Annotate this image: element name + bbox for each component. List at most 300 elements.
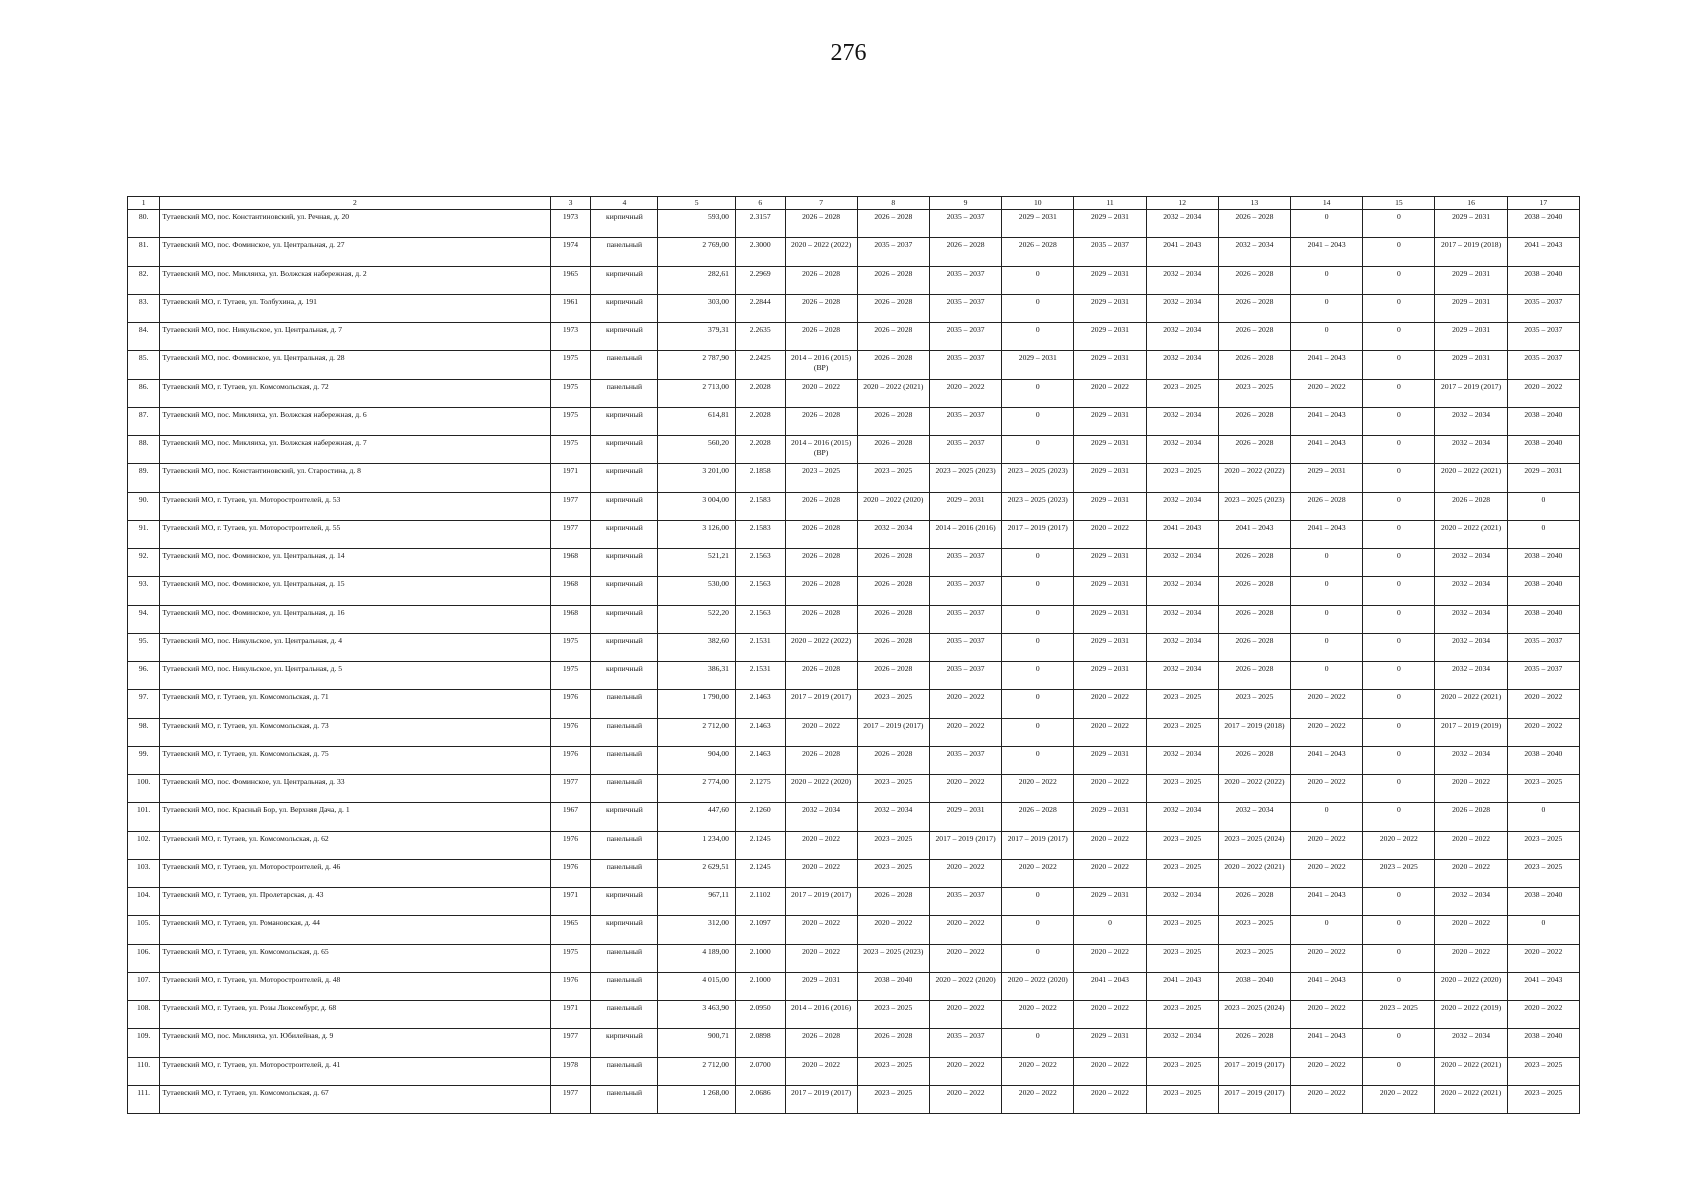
table-cell: 2032 – 2034 xyxy=(1146,803,1218,831)
table-row xyxy=(128,775,1580,803)
table-cell: 2038 – 2040 xyxy=(1218,972,1290,1000)
table-cell: 2029 – 2031 xyxy=(1074,294,1146,322)
table-cell: 2023 – 2025 xyxy=(1146,1001,1218,1029)
table-cell: 2032 – 2034 xyxy=(1146,746,1218,774)
table-cell: 2023 – 2025 xyxy=(1507,1057,1579,1085)
table-cell: 2026 – 2028 xyxy=(785,605,857,633)
table-cell: Тутаевский МО, пос. Константиновский, ул. Старостина, д. 8 xyxy=(160,464,550,492)
table-cell: 2026 – 2028 xyxy=(1218,294,1290,322)
table-cell: 91. xyxy=(128,520,160,548)
table-cell: панельный xyxy=(591,690,658,718)
table-cell: 2014 – 2016 (2016) xyxy=(785,1001,857,1029)
table-cell: 2032 – 2034 xyxy=(1146,294,1218,322)
table-cell: 2.1531 xyxy=(735,633,785,661)
table-cell: Тутаевский МО, пос. Константиновский, ул. Речная, д. 20 xyxy=(160,210,550,238)
table-cell: Тутаевский МО, г. Тутаев, ул. Розы Люксембург, д. 68 xyxy=(160,1001,550,1029)
table-cell: 2 713,00 xyxy=(658,379,736,407)
table-cell: 2020 – 2022 (2022) xyxy=(785,633,857,661)
table-cell: 93. xyxy=(128,577,160,605)
table-cell: 2020 – 2022 xyxy=(1002,775,1074,803)
table-cell: 2020 – 2022 xyxy=(785,916,857,944)
table-cell: 2020 – 2022 xyxy=(1002,1057,1074,1085)
table-cell: 2020 – 2022 (2020) xyxy=(785,775,857,803)
table-cell: 99. xyxy=(128,746,160,774)
table-cell: 1968 xyxy=(550,577,591,605)
table-cell: 2035 – 2037 xyxy=(929,323,1001,351)
table-cell: 2014 – 2016 (2015) (ВР) xyxy=(785,351,857,379)
table-cell: 2032 – 2034 xyxy=(1435,633,1507,661)
table-cell: 0 xyxy=(1363,972,1435,1000)
table-cell: 2020 – 2022 xyxy=(1074,859,1146,887)
table-cell: 2017 – 2019 (2017) xyxy=(785,690,857,718)
table-cell: 1965 xyxy=(550,266,591,294)
table-cell: 2020 – 2022 xyxy=(1074,775,1146,803)
table-cell: 2026 – 2028 xyxy=(785,407,857,435)
table-cell: 101. xyxy=(128,803,160,831)
table-cell: 2.1463 xyxy=(735,690,785,718)
table-cell: 2026 – 2028 xyxy=(1218,633,1290,661)
table-cell: 2026 – 2028 xyxy=(857,266,929,294)
table-cell: Тутаевский МО, г. Тутаев, ул. Романовская, д. 44 xyxy=(160,916,550,944)
table-cell: 0 xyxy=(1507,520,1579,548)
table-cell: 2029 – 2031 xyxy=(1074,662,1146,690)
table-cell: 2023 – 2025 xyxy=(857,1001,929,1029)
table-cell: 2017 – 2019 (2018) xyxy=(1435,238,1507,266)
table-cell: 95. xyxy=(128,633,160,661)
table-cell: 104. xyxy=(128,888,160,916)
table-cell: 0 xyxy=(1002,1029,1074,1057)
table-cell: 2023 – 2025 xyxy=(1218,916,1290,944)
table-cell: 0 xyxy=(1363,888,1435,916)
table-cell: кирпичный xyxy=(591,464,658,492)
table-cell: 0 xyxy=(1363,492,1435,520)
table-cell: 1976 xyxy=(550,718,591,746)
table-cell: 2020 – 2022 xyxy=(1074,831,1146,859)
table-cell: Тутаевский МО, г. Тутаев, ул. Моторостроителей, д. 48 xyxy=(160,972,550,1000)
table-cell: 2041 – 2043 xyxy=(1146,520,1218,548)
table-cell: 2020 – 2022 xyxy=(929,944,1001,972)
table-cell: 2020 – 2022 xyxy=(785,831,857,859)
table-cell: 2014 – 2016 (2016) xyxy=(929,520,1001,548)
table-cell: 2023 – 2025 xyxy=(1146,690,1218,718)
table-cell: кирпичный xyxy=(591,888,658,916)
table-cell: 105. xyxy=(128,916,160,944)
table-cell: 2035 – 2037 xyxy=(1507,351,1579,379)
table-cell: 80. xyxy=(128,210,160,238)
table-cell: Тутаевский МО, пос. Фоминское, ул. Центральная, д. 14 xyxy=(160,549,550,577)
table-cell: 2023 – 2025 xyxy=(1146,1057,1218,1085)
table-cell: 2032 – 2034 xyxy=(1146,492,1218,520)
table-cell: 83. xyxy=(128,294,160,322)
table-cell: 2035 – 2037 xyxy=(929,407,1001,435)
table-cell: 2026 – 2028 xyxy=(1218,407,1290,435)
table-cell: 2023 – 2025 xyxy=(1146,775,1218,803)
table-cell: 2041 – 2043 xyxy=(1146,238,1218,266)
table-cell: 81. xyxy=(128,238,160,266)
table-cell: 2023 – 2025 xyxy=(1146,464,1218,492)
table-cell: 87. xyxy=(128,407,160,435)
table-cell: 2.1000 xyxy=(735,944,785,972)
table-cell: 2020 – 2022 xyxy=(929,690,1001,718)
table-cell: 2026 – 2028 xyxy=(1435,492,1507,520)
table-cell: 2020 – 2022 xyxy=(929,1057,1001,1085)
table-row xyxy=(128,972,1580,1000)
table-cell: Тутаевский МО, пос. Никульское, ул. Центральная, д. 7 xyxy=(160,323,550,351)
table-cell: панельный xyxy=(591,718,658,746)
table-cell: 1 234,00 xyxy=(658,831,736,859)
table-cell: 1971 xyxy=(550,464,591,492)
table-cell: 2020 – 2022 xyxy=(785,859,857,887)
table-cell: 0 xyxy=(1507,916,1579,944)
table-cell: кирпичный xyxy=(591,407,658,435)
table-cell: 100. xyxy=(128,775,160,803)
table-cell: 2035 – 2037 xyxy=(929,888,1001,916)
table-cell: 2026 – 2028 xyxy=(1218,210,1290,238)
table-cell: кирпичный xyxy=(591,520,658,548)
table-cell: 2020 – 2022 xyxy=(785,944,857,972)
table-cell: 88. xyxy=(128,436,160,464)
table-cell: 2023 – 2025 xyxy=(857,1057,929,1085)
table-cell: панельный xyxy=(591,972,658,1000)
table-cell: 0 xyxy=(1291,633,1363,661)
table-cell: 0 xyxy=(1002,746,1074,774)
table-cell: 2029 – 2031 xyxy=(1435,323,1507,351)
table-cell: 2035 – 2037 xyxy=(929,633,1001,661)
table-cell: панельный xyxy=(591,1085,658,1113)
table-cell: 2026 – 2028 xyxy=(785,577,857,605)
table-cell: 2.1563 xyxy=(735,549,785,577)
table-cell: Тутаевский МО, г. Тутаев, ул. Моторостроителей, д. 55 xyxy=(160,520,550,548)
column-header: 17 xyxy=(1507,197,1579,210)
table-cell: 379,31 xyxy=(658,323,736,351)
table-cell: 2.1097 xyxy=(735,916,785,944)
table-cell: 2041 – 2043 xyxy=(1146,972,1218,1000)
table-cell: 0 xyxy=(1002,690,1074,718)
table-cell: 2041 – 2043 xyxy=(1291,238,1363,266)
table-cell: 2.2844 xyxy=(735,294,785,322)
table-cell: 2038 – 2040 xyxy=(1507,888,1579,916)
table-cell: 2026 – 2028 xyxy=(857,662,929,690)
table-cell: 2029 – 2031 xyxy=(1002,210,1074,238)
table-cell: панельный xyxy=(591,351,658,379)
table-cell: 2023 – 2025 xyxy=(1146,831,1218,859)
table-cell: 2020 – 2022 xyxy=(1507,690,1579,718)
column-header: 9 xyxy=(929,197,1001,210)
table-row xyxy=(128,577,1580,605)
table-cell: 2041 – 2043 xyxy=(1507,238,1579,266)
table-cell: 2026 – 2028 xyxy=(1218,1029,1290,1057)
table-cell: 2026 – 2028 xyxy=(1218,549,1290,577)
table-cell: 2 787,90 xyxy=(658,351,736,379)
table-cell: 110. xyxy=(128,1057,160,1085)
table-cell: Тутаевский МО, пос. Микляиха, ул. Волжская набережная, д. 6 xyxy=(160,407,550,435)
table-cell: 2029 – 2031 xyxy=(1074,351,1146,379)
table-cell: 0 xyxy=(1291,294,1363,322)
table-cell: 0 xyxy=(1291,803,1363,831)
table-cell: 2029 – 2031 xyxy=(1074,323,1146,351)
table-cell: 2020 – 2022 xyxy=(1074,1085,1146,1113)
table-cell: 2023 – 2025 xyxy=(1146,1085,1218,1113)
table-row xyxy=(128,690,1580,718)
table-cell: 2.1583 xyxy=(735,492,785,520)
table-cell: 2026 – 2028 xyxy=(857,549,929,577)
table-cell: Тутаевский МО, г. Тутаев, ул. Толбухина, д. 191 xyxy=(160,294,550,322)
table-cell: 3 201,00 xyxy=(658,464,736,492)
table-cell: 2032 – 2034 xyxy=(857,520,929,548)
table-cell: 2020 – 2022 xyxy=(785,379,857,407)
table-cell: 1975 xyxy=(550,379,591,407)
table-cell: 1961 xyxy=(550,294,591,322)
table-cell: 2023 – 2025 xyxy=(857,1085,929,1113)
header-row xyxy=(128,197,1580,210)
table-cell: 2020 – 2022 xyxy=(1291,944,1363,972)
table-cell: 0 xyxy=(1363,690,1435,718)
table-cell: 2035 – 2037 xyxy=(929,577,1001,605)
table-cell: 2017 – 2019 (2017) xyxy=(785,1085,857,1113)
table-cell: 2.1245 xyxy=(735,831,785,859)
table-row xyxy=(128,831,1580,859)
table-row xyxy=(128,323,1580,351)
table-cell: 1976 xyxy=(550,746,591,774)
column-header: 8 xyxy=(857,197,929,210)
table-cell: 2020 – 2022 xyxy=(1435,831,1507,859)
table-cell: 2032 – 2034 xyxy=(1435,549,1507,577)
table-cell: кирпичный xyxy=(591,1029,658,1057)
table-cell: 0 xyxy=(1363,351,1435,379)
table-cell: 2032 – 2034 xyxy=(1435,1029,1507,1057)
table-row xyxy=(128,888,1580,916)
table-cell: 1975 xyxy=(550,662,591,690)
table-cell: 1975 xyxy=(550,351,591,379)
table-cell: 593,00 xyxy=(658,210,736,238)
table-cell: 2.1102 xyxy=(735,888,785,916)
table-cell: 560,20 xyxy=(658,436,736,464)
table-cell: 2020 – 2022 xyxy=(1435,859,1507,887)
table-cell: 2038 – 2040 xyxy=(1507,266,1579,294)
table-cell: 2.1858 xyxy=(735,464,785,492)
table-cell: 0 xyxy=(1363,407,1435,435)
table-cell: 2.3000 xyxy=(735,238,785,266)
table-cell: 2020 – 2022 xyxy=(1435,916,1507,944)
table-cell: 2035 – 2037 xyxy=(929,549,1001,577)
table-cell: кирпичный xyxy=(591,294,658,322)
table-row xyxy=(128,436,1580,464)
table-cell: 96. xyxy=(128,662,160,690)
table-cell: 0 xyxy=(1363,803,1435,831)
table-cell: 0 xyxy=(1363,577,1435,605)
table-cell: Тутаевский МО, пос. Фоминское, ул. Центральная, д. 27 xyxy=(160,238,550,266)
table-cell: 2020 – 2022 (2021) xyxy=(1435,464,1507,492)
table-cell: 0 xyxy=(1002,944,1074,972)
table-cell: Тутаевский МО, пос. Микляиха, ул. Волжская набережная, д. 7 xyxy=(160,436,550,464)
table-cell: 2026 – 2028 xyxy=(1218,605,1290,633)
table-cell: 2017 – 2019 (2017) xyxy=(1218,1057,1290,1085)
table-cell: 2032 – 2034 xyxy=(1146,549,1218,577)
table-cell: 2023 – 2025 xyxy=(1507,775,1579,803)
table-cell: панельный xyxy=(591,944,658,972)
table-cell: 2020 – 2022 xyxy=(929,916,1001,944)
table-cell: 1975 xyxy=(550,407,591,435)
table-cell: 2.1563 xyxy=(735,605,785,633)
table-cell: 2041 – 2043 xyxy=(1291,888,1363,916)
table-cell: 2029 – 2031 xyxy=(1074,605,1146,633)
table-cell: кирпичный xyxy=(591,266,658,294)
table-cell: 0 xyxy=(1002,407,1074,435)
table-cell: панельный xyxy=(591,775,658,803)
table-cell: кирпичный xyxy=(591,210,658,238)
table-row xyxy=(128,633,1580,661)
table-cell: 2.0898 xyxy=(735,1029,785,1057)
table-cell: кирпичный xyxy=(591,492,658,520)
table-cell: Тутаевский МО, г. Тутаев, ул. Моторостроителей, д. 46 xyxy=(160,859,550,887)
table-cell: 2023 – 2025 (2023) xyxy=(1002,492,1074,520)
table-cell: 2023 – 2025 xyxy=(1146,916,1218,944)
table-cell: 2020 – 2022 xyxy=(1291,1085,1363,1113)
table-cell: 2029 – 2031 xyxy=(1002,351,1074,379)
table-cell: 2032 – 2034 xyxy=(1146,210,1218,238)
table-cell: 2026 – 2028 xyxy=(785,520,857,548)
table-cell: 2029 – 2031 xyxy=(1435,266,1507,294)
table-cell: 0 xyxy=(1002,294,1074,322)
table-row xyxy=(128,1057,1580,1085)
table-body xyxy=(128,210,1580,1114)
table-cell: 2017 – 2019 (2019) xyxy=(1435,718,1507,746)
table-cell: 2 712,00 xyxy=(658,1057,736,1085)
table-row xyxy=(128,944,1580,972)
table-cell: 2032 – 2034 xyxy=(1146,1029,1218,1057)
table-cell: 0 xyxy=(1291,662,1363,690)
column-header: 16 xyxy=(1435,197,1507,210)
table-cell: 2026 – 2028 xyxy=(785,549,857,577)
column-header: 1 xyxy=(128,197,160,210)
table-cell: 2026 – 2028 xyxy=(785,323,857,351)
table-cell: 2020 – 2022 (2021) xyxy=(1435,1085,1507,1113)
table-cell: 2023 – 2025 xyxy=(1507,859,1579,887)
table-cell: Тутаевский МО, г. Тутаев, ул. Комсомольская, д. 65 xyxy=(160,944,550,972)
table-cell: 2020 – 2022 xyxy=(1291,1057,1363,1085)
table-cell: 2038 – 2040 xyxy=(1507,436,1579,464)
table-cell: 0 xyxy=(1002,436,1074,464)
table-cell: 2032 – 2034 xyxy=(1146,605,1218,633)
table-cell: 2020 – 2022 (2021) xyxy=(1435,520,1507,548)
table-cell: 0 xyxy=(1291,577,1363,605)
table-cell: 1976 xyxy=(550,690,591,718)
table-cell: 2035 – 2037 xyxy=(1507,323,1579,351)
table-cell: 2032 – 2034 xyxy=(1146,266,1218,294)
table-cell: 2020 – 2022 (2020) xyxy=(929,972,1001,1000)
table-cell: 0 xyxy=(1363,436,1435,464)
table-cell: Тутаевский МО, г. Тутаев, ул. Комсомольская, д. 67 xyxy=(160,1085,550,1113)
table-cell: 2020 – 2022 xyxy=(929,775,1001,803)
table-cell: 2032 – 2034 xyxy=(1218,238,1290,266)
table-cell: 0 xyxy=(1363,323,1435,351)
table-cell: 107. xyxy=(128,972,160,1000)
table-cell: 0 xyxy=(1291,549,1363,577)
table-row xyxy=(128,1029,1580,1057)
table-cell: 2014 – 2016 (2015) (ВР) xyxy=(785,436,857,464)
table-cell: 2032 – 2034 xyxy=(857,803,929,831)
table-cell: 2026 – 2028 xyxy=(1218,351,1290,379)
table-cell: 0 xyxy=(1363,520,1435,548)
table-cell: 2029 – 2031 xyxy=(1074,407,1146,435)
table-cell: 0 xyxy=(1002,577,1074,605)
table-cell: 2020 – 2022 (2021) xyxy=(1435,1057,1507,1085)
table-cell: 2020 – 2022 xyxy=(1074,1057,1146,1085)
table-cell: 1977 xyxy=(550,775,591,803)
table-cell: 2029 – 2031 xyxy=(1291,464,1363,492)
table-row xyxy=(128,294,1580,322)
table-cell: 2020 – 2022 xyxy=(929,379,1001,407)
table-cell: 2026 – 2028 xyxy=(1218,323,1290,351)
table-cell: 2020 – 2022 (2021) xyxy=(1435,690,1507,718)
table-cell: 1976 xyxy=(550,831,591,859)
table-cell: 2023 – 2025 xyxy=(857,690,929,718)
table-cell: панельный xyxy=(591,831,658,859)
table-cell: 0 xyxy=(1002,662,1074,690)
table-cell: 82. xyxy=(128,266,160,294)
table-cell: 0 xyxy=(1363,718,1435,746)
table-cell: 1974 xyxy=(550,238,591,266)
table-row xyxy=(128,803,1580,831)
table-row xyxy=(128,916,1580,944)
table-cell: кирпичный xyxy=(591,605,658,633)
table-cell: 2.2028 xyxy=(735,436,785,464)
table-cell: 2023 – 2025 xyxy=(1146,859,1218,887)
table-cell: 312,00 xyxy=(658,916,736,944)
table-cell: 2029 – 2031 xyxy=(929,803,1001,831)
table-cell: Тутаевский МО, пос. Фоминское, ул. Центральная, д. 33 xyxy=(160,775,550,803)
table-cell: 2017 – 2019 (2018) xyxy=(1218,718,1290,746)
table-cell: 97. xyxy=(128,690,160,718)
table-cell: 0 xyxy=(1363,633,1435,661)
table-cell: Тутаевский МО, г. Тутаев, ул. Моторостроителей, д. 53 xyxy=(160,492,550,520)
table-cell: 2023 – 2025 (2023) xyxy=(1002,464,1074,492)
table-row xyxy=(128,379,1580,407)
table-cell: Тутаевский МО, г. Тутаев, ул. Моторостроителей, д. 41 xyxy=(160,1057,550,1085)
table-cell: 2035 – 2037 xyxy=(929,436,1001,464)
table-cell: Тутаевский МО, пос. Фоминское, ул. Центральная, д. 28 xyxy=(160,351,550,379)
table-cell: 2023 – 2025 xyxy=(857,775,929,803)
table-cell: 2020 – 2022 xyxy=(1507,379,1579,407)
table-cell: 2026 – 2028 xyxy=(857,633,929,661)
table-cell: 2020 – 2022 xyxy=(1074,718,1146,746)
table-cell: 2041 – 2043 xyxy=(1291,520,1363,548)
table-cell: 2041 – 2043 xyxy=(1291,351,1363,379)
table-cell: 2035 – 2037 xyxy=(1074,238,1146,266)
table-cell: 2020 – 2022 xyxy=(785,1057,857,1085)
table-cell: 109. xyxy=(128,1029,160,1057)
table-cell: 1971 xyxy=(550,1001,591,1029)
column-header: 7 xyxy=(785,197,857,210)
table-row xyxy=(128,1085,1580,1113)
table-cell: 3 126,00 xyxy=(658,520,736,548)
table-cell: панельный xyxy=(591,1057,658,1085)
table-cell: 2032 – 2034 xyxy=(1435,888,1507,916)
table-cell: 0 xyxy=(1363,775,1435,803)
table-cell: 1967 xyxy=(550,803,591,831)
table-cell: 2026 – 2028 xyxy=(857,294,929,322)
table-cell: 2032 – 2034 xyxy=(1146,577,1218,605)
table-cell: 2 769,00 xyxy=(658,238,736,266)
table-cell: 0 xyxy=(1363,1057,1435,1085)
table-cell: кирпичный xyxy=(591,577,658,605)
table-cell: 2026 – 2028 xyxy=(1291,492,1363,520)
table-cell: 386,31 xyxy=(658,662,736,690)
table-row xyxy=(128,210,1580,238)
table-cell: 92. xyxy=(128,549,160,577)
table-cell: 0 xyxy=(1363,662,1435,690)
table-cell: 2023 – 2025 xyxy=(1363,859,1435,887)
